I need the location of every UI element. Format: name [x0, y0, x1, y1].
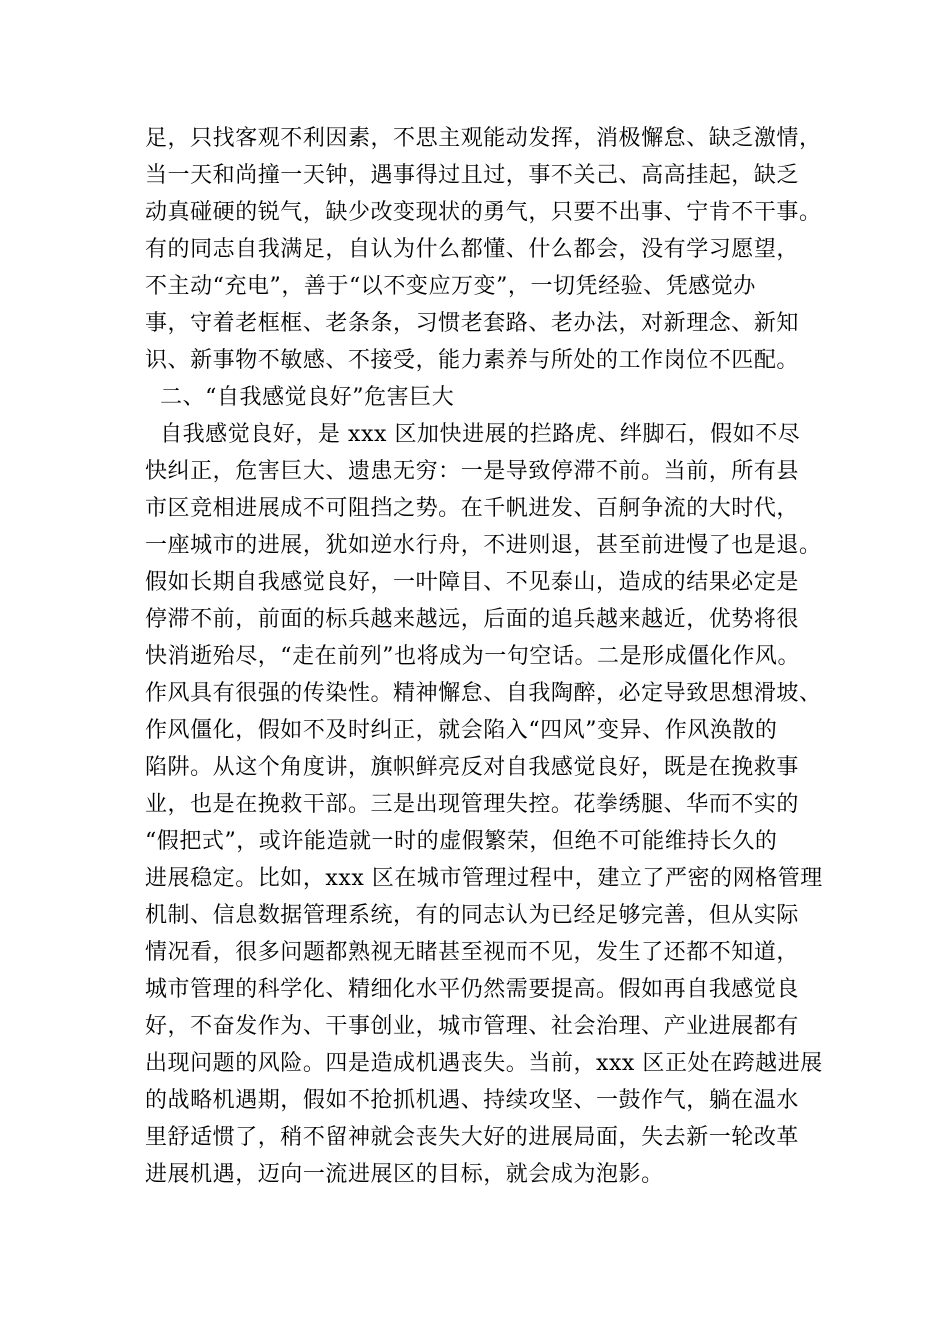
text-line: 陷阱。从这个角度讲，旗帜鲜亮反对自我感觉良好，既是在挽救事	[145, 755, 799, 780]
text-line: 机制、信息数据管理系统，有的同志认为已经足够完善，但从实际	[145, 903, 799, 928]
text-line: 有的同志自我满足，自认为什么都懂、什么都会，没有学习愿望，	[145, 237, 799, 262]
text-line: 识、新事物不敏感、不接受，能力素养与所处的工作岗位不匹配。	[145, 348, 799, 373]
text-line: 情况看，很多问题都熟视无睹甚至视而不见，发生了还都不知道，	[145, 940, 799, 965]
text-line: 事，守着老框框、老条条，习惯老套路、老办法，对新理念、新知	[145, 311, 799, 336]
text-line: 市区竞相进展成不可阻挡之势。在千帆进发、百舸争流的大时代，	[145, 496, 799, 521]
text-line: 快纠正，危害巨大、遗患无穷：一是导致停滞不前。当前，所有县	[145, 459, 799, 484]
text-line: 快消逝殆尽，“走在前列”也将成为一句空话。二是形成僵化作风。	[145, 644, 800, 669]
text-line: 动真碰硬的锐气，缺少改变现状的勇气，只要不出事、宁肯不干事。	[145, 200, 822, 225]
text-line: 的战略机遇期，假如不抢抓机遇、持续攻坚、一鼓作气，躺在温水	[145, 1088, 799, 1113]
text-line: 进展机遇，迈向一流进展区的目标，就会成为泡影。	[145, 1162, 664, 1187]
text-line: 当一天和尚撞一天钟，遇事得过且过，事不关己、高高挂起，缺乏	[145, 163, 799, 188]
text-line: 一座城市的进展，犹如逆水行舟，不进则退，甚至前进慢了也是退。	[145, 533, 822, 558]
text-line: 里舒适惯了，稍不留神就会丧失大好的进展局面，失去新一轮改革	[145, 1125, 799, 1150]
text-line: 出现问题的风险。四是造成机遇丧失。当前，xxx 区正处在跨越进展	[145, 1051, 823, 1076]
text-line: 作风具有很强的传染性。精神懈怠、自我陶醉，必定导致思想滑坡、	[145, 681, 822, 706]
text-line: 作风僵化，假如不及时纠正，就会陷入“四风”变异、作风涣散的	[145, 718, 778, 743]
text-line: 足，只找客观不利因素，不思主观能动发挥，消极懈怠、缺乏激情，	[145, 126, 822, 151]
text-line: 停滞不前，前面的标兵越来越远，后面的追兵越来越近，优势将很	[145, 607, 799, 632]
text-line: 城市管理的科学化、精细化水平仍然需要提高。假如再自我感觉良	[145, 977, 799, 1002]
text-line: 不主动“充电”，善于“以不变应万变”，一切凭经验、凭感觉办	[145, 274, 756, 299]
text-line: 进展稳定。比如，xxx 区在城市管理过程中，建立了严密的网格管理	[145, 866, 823, 891]
paragraph-start-line: 自我感觉良好，是 xxx 区加快进展的拦路虎、绊脚石，假如不尽	[145, 422, 801, 447]
section-heading: 二、“自我感觉良好”危害巨大	[145, 385, 455, 410]
text-line: “假把式”，或许能造就一时的虚假繁荣，但绝不可能维持长久的	[145, 829, 778, 854]
text-line: 假如长期自我感觉良好，一叶障目、不见泰山，造成的结果必定是	[145, 570, 799, 595]
text-line: 好，不奋发作为、干事创业，城市管理、社会治理、产业进展都有	[145, 1014, 799, 1039]
text-line: 业，也是在挽救干部。三是出现管理失控。花拳绣腿、华而不实的	[145, 792, 799, 817]
